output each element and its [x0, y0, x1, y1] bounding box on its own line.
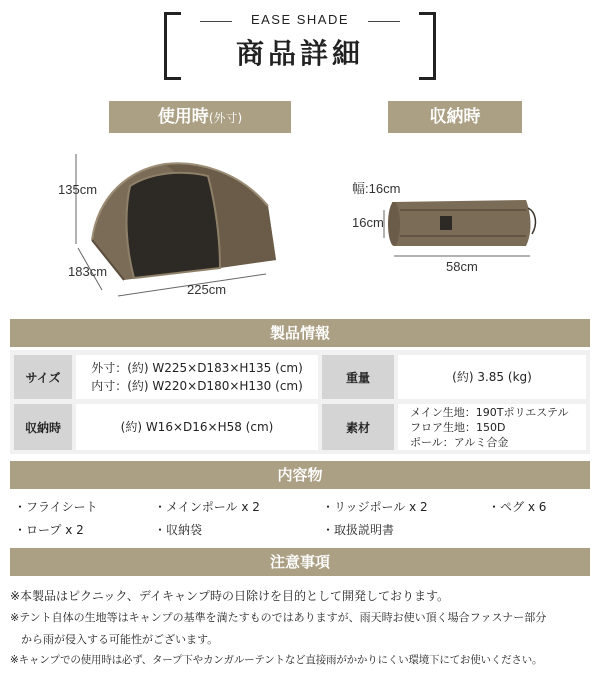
- note-line: から雨が侵入する可能性がございます。: [10, 633, 219, 646]
- note-line: ※キャンプでの使用時は必ず、タープ下やカンガルーテントなど直接雨がかかりにくい環境下にてお使いください。: [10, 654, 543, 666]
- contents-item: ・収納袋: [154, 523, 203, 537]
- specs-heading: 製品情報: [10, 319, 590, 347]
- contents-heading: 内容物: [10, 461, 590, 489]
- weight-value: (約) 3.85 (kg): [398, 355, 586, 399]
- note-line: ※本製品はピクニック、デイキャンプ時の日除けを目的として開発しております。: [10, 589, 450, 603]
- tent-illustration: [70, 148, 290, 303]
- stored-label: 収納時: [14, 404, 72, 450]
- usage-width: 225cm: [187, 282, 227, 297]
- storage-width: 幅:16cm: [352, 181, 401, 196]
- contents-item: ・ロープ x 2: [14, 523, 84, 537]
- contents-item: ・ペグ x 6: [488, 500, 547, 514]
- contents-item: ・取扱説明書: [322, 523, 395, 537]
- storage-label: 収納時: [388, 101, 522, 133]
- material-value: メイン生地：190Tポリエステル フロア生地：150D ポール：アルミ合金: [398, 404, 586, 450]
- note-line: ※テント自体の生地等はキャンプの基準を満たすものではありますが、雨天時お使い頂く場合ファスナー部分: [10, 611, 547, 624]
- storage-height: 16cm: [352, 215, 384, 230]
- brand-name: EASE SHADE: [250, 12, 350, 27]
- contents-item: ・フライシート: [14, 500, 98, 514]
- size-value: 外寸：(約) W225×D183×H135 (cm) 内寸：(約) W220×D180×H130 (cm): [76, 355, 318, 399]
- material-label: 素材: [322, 404, 394, 450]
- weight-label: 重量: [322, 355, 394, 399]
- usage-depth: 183cm: [68, 264, 108, 279]
- usage-height: 135cm: [58, 182, 98, 197]
- contents-item: ・メインポール x 2: [154, 500, 260, 514]
- storage-bag-illustration: [380, 188, 540, 260]
- storage-length: 58cm: [446, 259, 478, 274]
- contents-item: ・リッジポール x 2: [322, 500, 428, 514]
- usage-label: 使用時(外寸): [109, 101, 291, 133]
- page-title: 商品詳細: [235, 37, 364, 70]
- notes-heading: 注意事項: [10, 548, 590, 576]
- size-label: サイズ: [14, 355, 72, 399]
- stored-value: (約) W16×D16×H58 (cm): [76, 404, 318, 450]
